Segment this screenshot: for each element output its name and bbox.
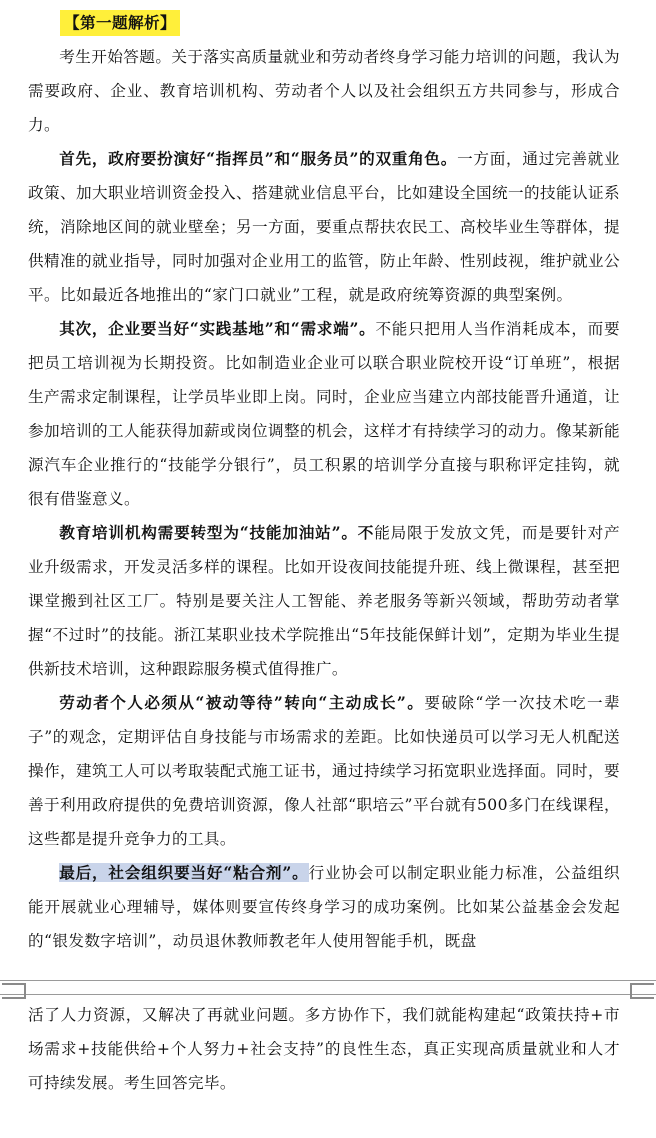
- section-title: 【第一题解析】: [60, 10, 180, 36]
- paragraph-lead: 首先，政府要扮演好“指挥员”和“服务员”的双重角色。: [59, 149, 458, 168]
- document-body-continued: [28, 998, 620, 1100]
- paragraph-education: [28, 516, 620, 686]
- paragraph-text: 行业协会可以制定职业能力标准，公益组织能开展就业心理辅导，媒体则要宣传终身学习的成功案例。比如某公益基金会发起的“银发数字培训”，动员退休教师教老年人使用智能手机，既盘: [28, 864, 620, 950]
- paragraph-social-org: [28, 856, 620, 958]
- paragraph-text: 能局限于发放文凭，而是要针对产业升级需求，开发灵活多样的课程。比如开设夜间技能提升班、线上微课程，甚至把课堂搬到社区工厂。特别是要关注人工智能、养老服务等新兴领域，帮助劳动者掌握“不过时”的技能。浙江某职业技术学院推出“5年技能保鲜计划”，定期为毕业生提供新技术培训，这种跟踪服务模式值得推广。: [28, 524, 620, 678]
- document-body: [28, 6, 620, 958]
- paragraph-government: [28, 142, 620, 312]
- page-edge-bottom: [0, 994, 656, 995]
- page-corner-left: [2, 983, 26, 999]
- paragraph-lead-selected[interactable]: 最后，社会组织要当好“粘合剂”。: [59, 863, 309, 882]
- paragraph-continuation: 活了人力资源，又解决了再就业问题。多方协作下，我们就能构建起“政策扶持+市场需求+技能供给+个人努力+社会支持”的良性生态，真正实现高质量就业和人才可持续发展。考生回答完毕。: [28, 1006, 620, 1092]
- paragraph-lead: 其次，企业要当好“实践基地”和“需求端”。: [59, 319, 376, 338]
- paragraph-text: 考生开始答题。关于落实高质量就业和劳动者终身学习能力培训的问题，我认为需要政府、企业、教育培训机构、劳动者个人以及社会组织五方共同参与，形成合力。: [28, 48, 620, 134]
- paragraph-intro: [28, 40, 620, 142]
- paragraph-text: 不能只把用人当作消耗成本，而要把员工培训视为长期投资。比如制造业企业可以联合职业院校开设“订单班”，根据生产需求定制课程，让学员毕业即上岗。同时，企业应当建立内部技能晋升通道，让参加培训的工人能获得加薪或岗位调整的机会，这样才有持续学习的动力。像某新能源汽车企业推行的“技能学分银行”，员工积累的培训学分直接与职称评定挂钩，就很有借鉴意义。: [28, 320, 620, 508]
- paragraph-individual: [28, 686, 620, 856]
- paragraph-enterprise: [28, 312, 620, 516]
- paragraph-lead: 教育培训机构需要转型为“技能加油站”。不: [59, 523, 375, 542]
- page-corner-right: [630, 983, 654, 999]
- paragraph-lead: 劳动者个人必须从“被动等待”转向“主动成长”。: [59, 693, 425, 712]
- page-edge-top: [0, 980, 656, 981]
- paragraph-text: 一方面，通过完善就业政策、加大职业培训资金投入、搭建就业信息平台，比如建设全国统一的技能认证系统，消除地区间的就业壁垒；另一方面，要重点帮扶农民工、高校毕业生等群体，提供精准的就业指导，同时加强对企业用工的监管，防止年龄、性别歧视，维护就业公平。比如最近各地推出的“家门口就业”工程，就是政府统筹资源的典型案例。: [28, 150, 620, 304]
- paragraph-text: 要破除“学一次技术吃一辈子”的观念，定期评估自身技能与市场需求的差距。比如快递员可以学习无人机配送操作，建筑工人可以考取装配式施工证书，通过持续学习拓宽职业选择面。同时，要善于利用政府提供的免费培训资源，像人社部“职培云”平台就有500多门在线课程，这些都是提升竞争力的工具。: [28, 694, 621, 848]
